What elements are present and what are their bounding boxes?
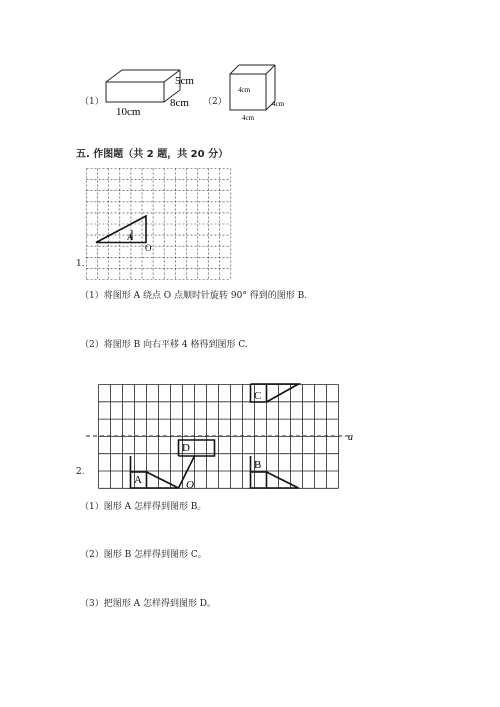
cube-side-label: 4cm (272, 100, 285, 108)
q2-label-a: A (134, 474, 142, 486)
q2-grid (86, 380, 366, 492)
q2-shape-c-triangle (267, 384, 299, 402)
q2-number: 2. (76, 467, 85, 477)
q2-label-b: B (254, 459, 262, 471)
q2-shape-b-triangle (267, 472, 299, 488)
q1-label-o: O (145, 243, 152, 253)
q1-label-a: A (127, 233, 133, 242)
cuboid-height-label: 5cm (175, 75, 194, 87)
cuboid-length-label: 10cm (116, 106, 141, 118)
q1-number: 1. (76, 259, 85, 269)
q2-sub2: （2）图形 B 怎样得到图形 C。 (80, 550, 207, 560)
figure1-index: （1） (80, 97, 104, 107)
section-heading: 五. 作图题（共 2 题，共 20 分） (76, 149, 229, 160)
q2-label-o: O (186, 479, 194, 491)
q2-label-d: D (182, 442, 190, 454)
q2-label-c: C (254, 390, 262, 402)
cube-front-label: 4cm (238, 86, 251, 94)
figure2-index: （2） (203, 97, 227, 107)
q2-shape-a-triangle (147, 472, 179, 488)
cube-figure (226, 60, 292, 122)
q1-sub1: （1）将图形 A 绕点 O 点顺时针旋转 90° 得到的图形 B. (80, 291, 308, 301)
q2-sub3: （3）把图形 A 怎样得到图形 D。 (80, 599, 217, 609)
q1-sub2: （2）将图形 B 向右平移 4 格得到图形 C. (80, 340, 248, 350)
cuboid-figure (100, 62, 200, 120)
q2-sub1: （1）图形 A 怎样得到图形 B。 (80, 502, 207, 512)
q1-triangle-a (96, 216, 146, 243)
q1-dotted-grid (86, 168, 234, 282)
cuboid-depth-label: 8cm (170, 97, 189, 109)
cube-bottom-label: 4cm (242, 114, 255, 122)
q2-axis-label: a (348, 432, 353, 443)
